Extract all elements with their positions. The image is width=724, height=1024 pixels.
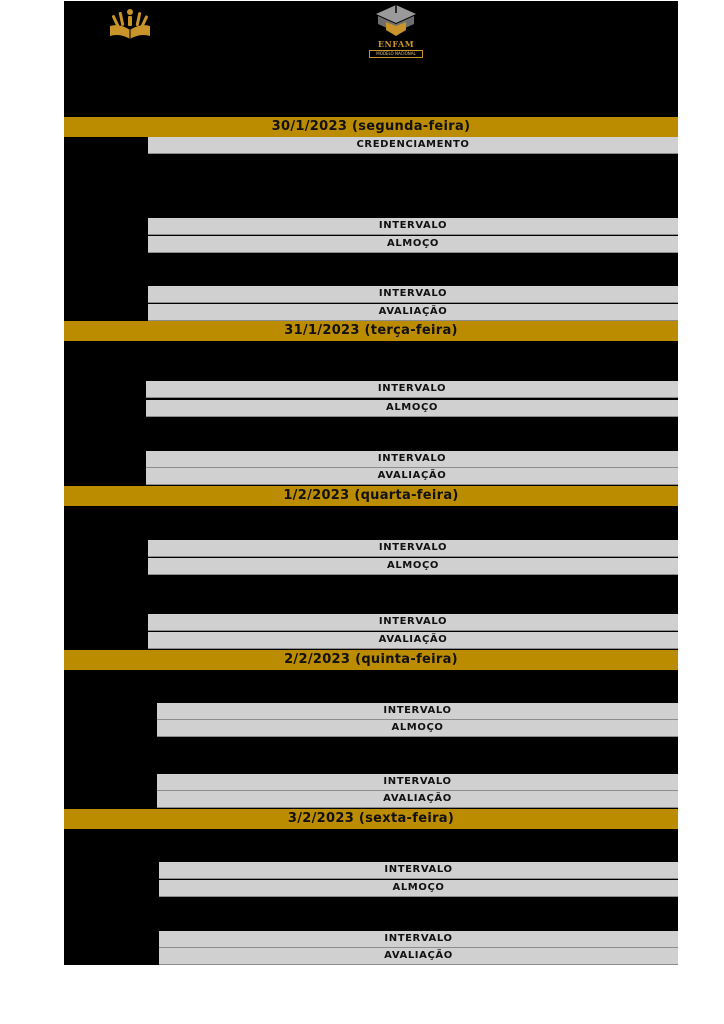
open-book-people-icon — [108, 6, 152, 42]
enfam-subtitle: MODELO NACIONAL — [369, 50, 423, 58]
schedule-row-avaliacao: AVALIAÇÃO — [148, 632, 678, 649]
schedule-row-almoco: ALMOÇO — [146, 400, 678, 417]
day-header: 2/2/2023 (quinta-feira) — [64, 650, 678, 670]
schedule-row-avaliacao: AVALIAÇÃO — [146, 468, 678, 485]
schedule-row-intervalo: INTERVALO — [159, 862, 678, 879]
schedule-row-almoco: ALMOÇO — [148, 236, 678, 253]
schedule-row-credenciamento: CREDENCIAMENTO — [148, 137, 678, 154]
schedule-row-intervalo: INTERVALO — [157, 703, 678, 720]
schedule-row-intervalo: INTERVALO — [146, 381, 678, 398]
schedule-row-almoco: ALMOÇO — [157, 720, 678, 737]
schedule-row-intervalo: INTERVALO — [148, 540, 678, 557]
schedule-row-almoco: ALMOÇO — [159, 880, 678, 897]
schedule-row-avaliacao: AVALIAÇÃO — [157, 791, 678, 808]
schedule-row-intervalo: INTERVALO — [148, 286, 678, 303]
day-header: 30/1/2023 (segunda-feira) — [64, 117, 678, 137]
schedule-row-intervalo: INTERVALO — [159, 931, 678, 948]
schedule-row-intervalo: INTERVALO — [148, 614, 678, 631]
schedule-row-avaliacao: AVALIAÇÃO — [159, 948, 678, 965]
schedule-row-intervalo: INTERVALO — [148, 218, 678, 235]
schedule-row-intervalo: INTERVALO — [157, 774, 678, 791]
day-header: 31/1/2023 (terça-feira) — [64, 321, 678, 341]
schedule-row-avaliacao: AVALIAÇÃO — [148, 304, 678, 321]
day-header: 1/2/2023 (quarta-feira) — [64, 486, 678, 506]
enfam-name: ENFAM — [377, 39, 415, 49]
day-header: 3/2/2023 (sexta-feira) — [64, 809, 678, 829]
schedule-row-almoco: ALMOÇO — [148, 558, 678, 575]
schedule-row-intervalo: INTERVALO — [146, 451, 678, 468]
